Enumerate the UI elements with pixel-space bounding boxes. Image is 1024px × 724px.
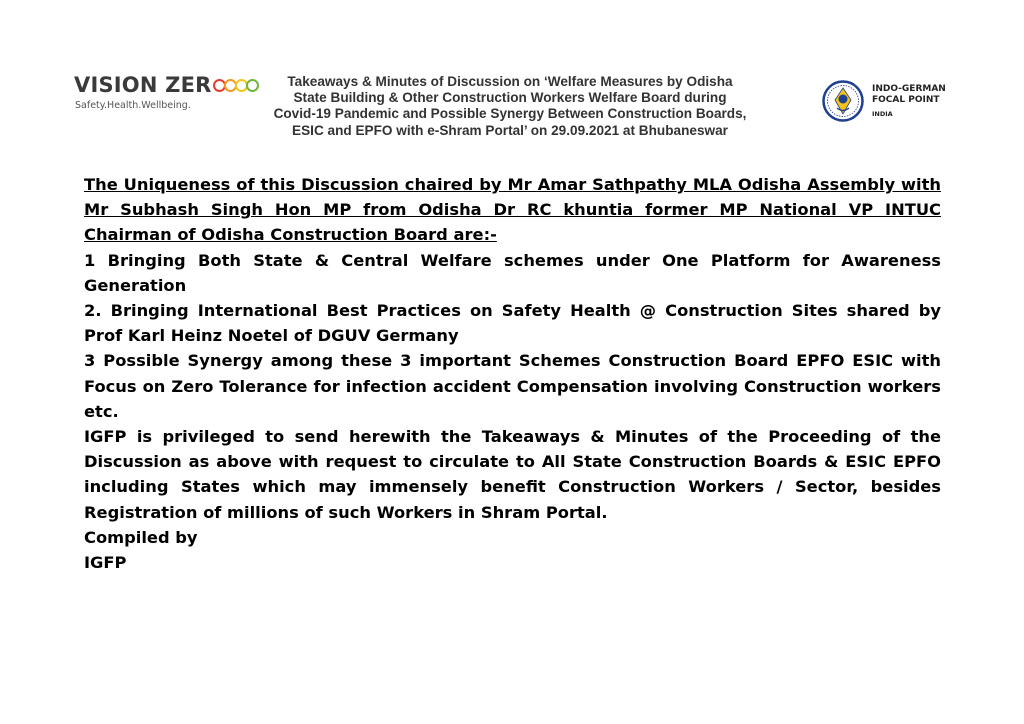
intro-heading [84,172,941,248]
vision-zero-wordmark [74,74,259,96]
vision-zero-word: VISION ZER [74,73,212,97]
title-line: Covid-19 Pandemic and Possible Synergy Between Construction Boards, [273,106,747,122]
igfp-country: INDIA [872,110,893,118]
title-line: State Building & Other Construction Workers Welfare Board during [293,90,727,106]
igfp-text [872,84,946,120]
igfp-logo [822,80,946,122]
document-header [0,62,1024,152]
point-2: 2. Bringing International Best Practices on Safety Health @ Construction Sites shared by Prof Karl Heinz Noetel of DGUV Germany [84,301,941,346]
closing-paragraph: IGFP is privileged to send herewith the Takeaways & Minutes of the Proceeding of the Discussion as above with request to circulate to All State Construction Boards & ESIC EPFO including States which may immensely benefit Construction Workers / Sector, besides Registration of millions of such Workers in Shram Portal. [84,427,941,522]
igfp-line-2: FOCAL POINT [872,95,940,105]
intro-line: Chairman of Odisha Construction Board are:- [84,225,497,245]
vision-zero-tagline: Safety.Health.Wellbeing. [75,100,191,111]
document-body [84,172,941,575]
intro-line: The Uniqueness of this Discussion chaired by Mr Amar Sathpathy MLA Odisha Assembly with [84,175,941,194]
igfp-emblem-icon [822,80,864,122]
igfp-line-1: INDO-GERMAN [872,84,946,94]
compiled-by-label: Compiled by [84,527,198,547]
title-line: ESIC and EPFO with e-Shram Portal’ on 29.09.2021 at Bhubaneswar [292,122,728,138]
point-1: 1 Bringing Both State & Central Welfare schemes under One Platform for Awareness Generation [84,250,941,295]
document-title [250,74,770,139]
intro-line: Mr Subhash Singh Hon MP from Odisha Dr RC khuntia former MP National VP INTUC [84,200,941,220]
point-3: 3 Possible Synergy among these 3 important Schemes Construction Board EPFO ESIC with Focus on Zero Tolerance for infection accident Compensation involving Construction workers etc. [84,351,941,421]
vision-zero-logo [74,74,259,111]
title-line: Takeaways & Minutes of Discussion on ‘Welfare Measures by Odisha [287,74,733,89]
compiler-name: IGFP [84,553,127,573]
